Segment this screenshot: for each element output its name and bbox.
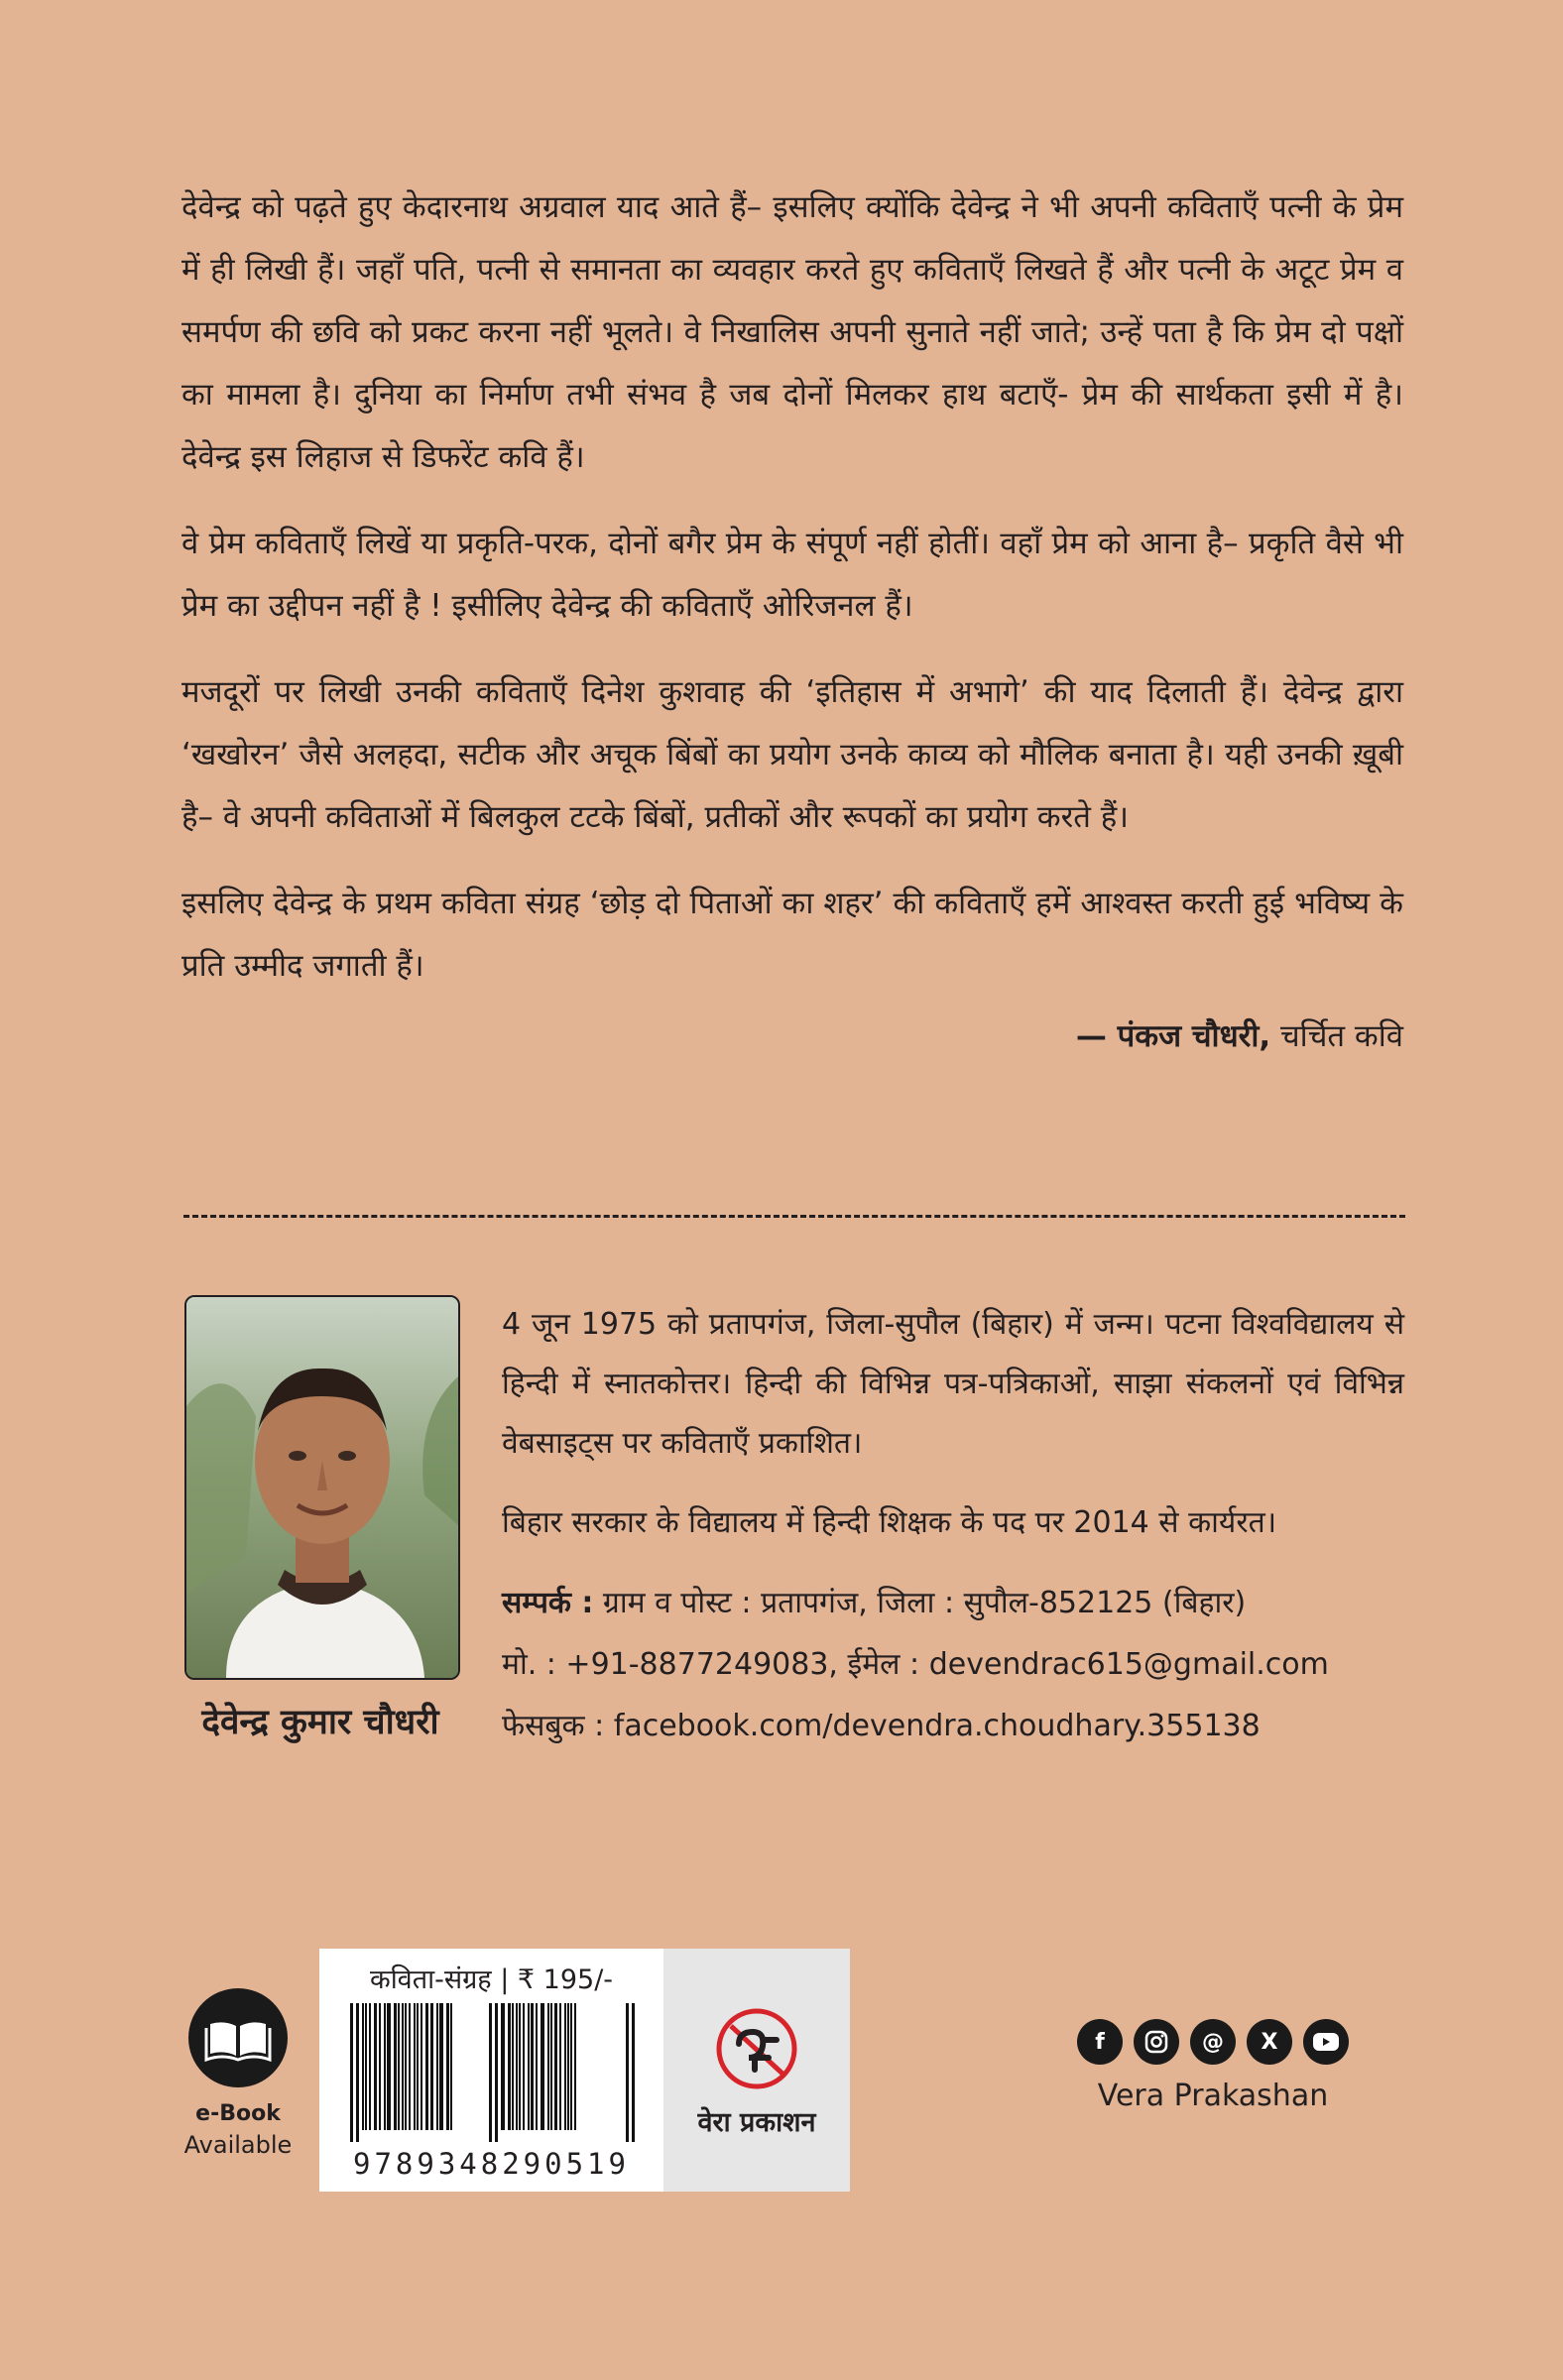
barcode-bar [626,2003,629,2142]
blurb-paragraph-1: देवेन्द्र को पढ़ते हुए केदारनाथ अग्रवाल याद आते हैं– इसलिए क्योंकि देवेन्द्र ने भी अपनी कविताएँ पत्नी के प्रेम में ही लिखी हैं। जहाँ पति, पत्नी से समानता का व्यवहार करते हुए कविताएँ लिखते हैं और पत्नी के अटूट प्रेम व समर्पण की छवि को प्रकट करना नहीं भूलते। वे निखालिस अपनी सुनाते नहीं जाते; उन्हें पता है कि प्रेम दो पक्षों का मामला है। दुनिया का निर्माण तभी संभव है जब दोनों मिलकर हाथ बटाएँ- प्रेम की सार्थकता इसी में है। देवेन्द्र इस लिहाज से डिफरेंट कवि हैं। [181,189,1403,475]
barcode-bar [384,2003,386,2130]
publisher-name-hindi: वेरा प्रकाशन [697,2107,816,2138]
contact-facebook: फेसबुक : facebook.com/devendra.choudhary.355138 [502,1709,1261,1743]
contact-address-text: ग्राम व पोस्ट : प्रतापगंज, जिला : सुपौल-852125 (बिहार) [593,1586,1247,1620]
barcode-bar [436,2003,438,2130]
contact-mobile-email: मो. : +91-8877249083, ईमेल : devendrac615@gmail.com [502,1647,1329,1682]
barcode-bar [369,2003,371,2130]
barcode-bar [425,2003,428,2130]
dashed-divider [183,1215,1405,1218]
barcode-bar [516,2003,518,2130]
barcode-bar [414,2003,416,2130]
barcode-bar [405,2003,407,2130]
blurb-paragraph-2: वे प्रेम कविताएँ लिखें या प्रकृति-परक, दोनों बगैर प्रेम के संपूर्ण नहीं होतीं। वहाँ प्रेम को आना है– प्रकृति वैसे भी प्रेम का उद्दीपन नहीं है ! इसीलिए देवेन्द्र की कविताएँ ओरिजनल हैं। [181,526,1403,624]
youtube-icon[interactable] [1303,2019,1349,2065]
barcode-bar [554,2003,557,2130]
publisher-logo-icon [705,2004,808,2093]
publisher-box [663,1949,850,2192]
barcode-bar [450,2003,452,2130]
blurb-paragraph-4: इसलिए देवेन्द्र के प्रथम कविता संग्रह ‘छोड़ दो पिताओं का शहर’ की कविताएँ हमें आश्वस्त करती हुई भविष्य के प्रति उम्मीद जगाती हैं। [181,886,1403,984]
genre-price: कविता-संग्रह | ₹ 195/- [369,1964,614,1995]
ebook-sub: Available [183,2131,293,2159]
open-book-icon [188,1988,288,2087]
author-bio [502,1295,1404,1757]
barcode-bar [374,2003,377,2130]
instagram-icon[interactable] [1134,2019,1179,2065]
barcode-bar [550,2003,552,2130]
barcode-bar [362,2003,364,2130]
barcode-bar [421,2003,422,2130]
x-icon[interactable]: X [1247,2019,1292,2065]
barcode-bar [365,2003,367,2130]
barcode-bar [350,2003,353,2142]
barcode-bar [547,2003,549,2130]
author-photo-illustration [186,1297,458,1678]
bio-paragraph-1: 4 जून 1975 को प्रतापगंज, जिला-सुपौल (बिहार) में जन्म। पटना विश्वविद्यालय से हिन्दी में स्नातकोत्तर। हिन्दी की विभिन्न पत्र-पत्रिकाओं, साझा संकलनों एवं विभिन्न वेबसाइट्स पर कविताएँ प्रकाशित। [502,1307,1404,1461]
barcode-bar [574,2003,576,2130]
author-photo [184,1295,460,1680]
barcode-bar [387,2003,391,2130]
blurb [181,177,1403,1061]
isbn-number: 9789348290519 [353,2147,630,2181]
threads-icon[interactable]: @ [1190,2019,1236,2065]
facebook-icon[interactable]: f [1077,2019,1123,2065]
ebook-label: e-Book [195,2101,281,2126]
barcode-bar [541,2003,544,2130]
barcode-bar [430,2003,433,2130]
barcode-bar [379,2003,381,2130]
barcode-bar [519,2003,521,2130]
barcode-bar [523,2003,525,2130]
barcode-bar [356,2003,359,2142]
publisher-name-english: Vera Prakashan [1097,2079,1329,2113]
barcode-bar [417,2003,419,2130]
barcode-bar [446,2003,449,2130]
barcode-bar [531,2003,534,2130]
barcode-bar [402,2003,404,2130]
barcode-bar [512,2003,514,2130]
barcode-bar [409,2003,411,2130]
blurb-paragraph-3: मजदूरों पर लिखी उनकी कविताएँ दिनेश कुशवाह की ‘इतिहास में अभागे’ की याद दिलाती हैं। देवेन्द्र द्वारा ‘खखोरन’ जैसे अलहदा, सटीक और अचूक बिंबों का प्रयोग उनके काव्य को मौलिक बनाता है। यही उनकी ख़ूबी है– वे अपनी कविताओं में बिलकुल टटके बिंबों, प्रतीकों और रूपकों का प्रयोग करते हैं। [181,674,1403,835]
barcode-bar [570,2003,572,2130]
barcode-bar [439,2003,443,2130]
barcode-bar [559,2003,561,2130]
attribution-role: चर्चित कवि [1270,1018,1403,1054]
social-links [1041,2019,1384,2113]
barcode-bar [632,2003,635,2142]
isbn-barcode [346,2003,638,2142]
contact-label: सम्पर्क : [502,1586,594,1620]
ebook-badge [177,1988,300,2161]
bio-paragraph-2: बिहार सरकार के विद्यालय में हिन्दी शिक्षक के पद पर 2014 से कार्यरत। [502,1505,1277,1540]
barcode-bar [394,2003,397,2130]
barcode-bar [528,2003,530,2130]
barcode-bar [564,2003,566,2130]
barcode-bar [536,2003,538,2130]
barcode-bar [398,2003,400,2130]
barcode-box [319,1949,663,2192]
author-name: देवेन्द्र कुमार चौधरी [201,1703,439,1742]
barcode-bar [501,2003,505,2130]
barcode-bar [495,2003,498,2142]
barcode-bar [567,2003,569,2130]
barcode-bar [489,2003,492,2142]
contact-address [502,1573,1404,1634]
attribution-name: — पंकज चौधरी, [1075,1018,1271,1054]
attribution [181,1012,1403,1061]
barcode-bar [508,2003,511,2130]
